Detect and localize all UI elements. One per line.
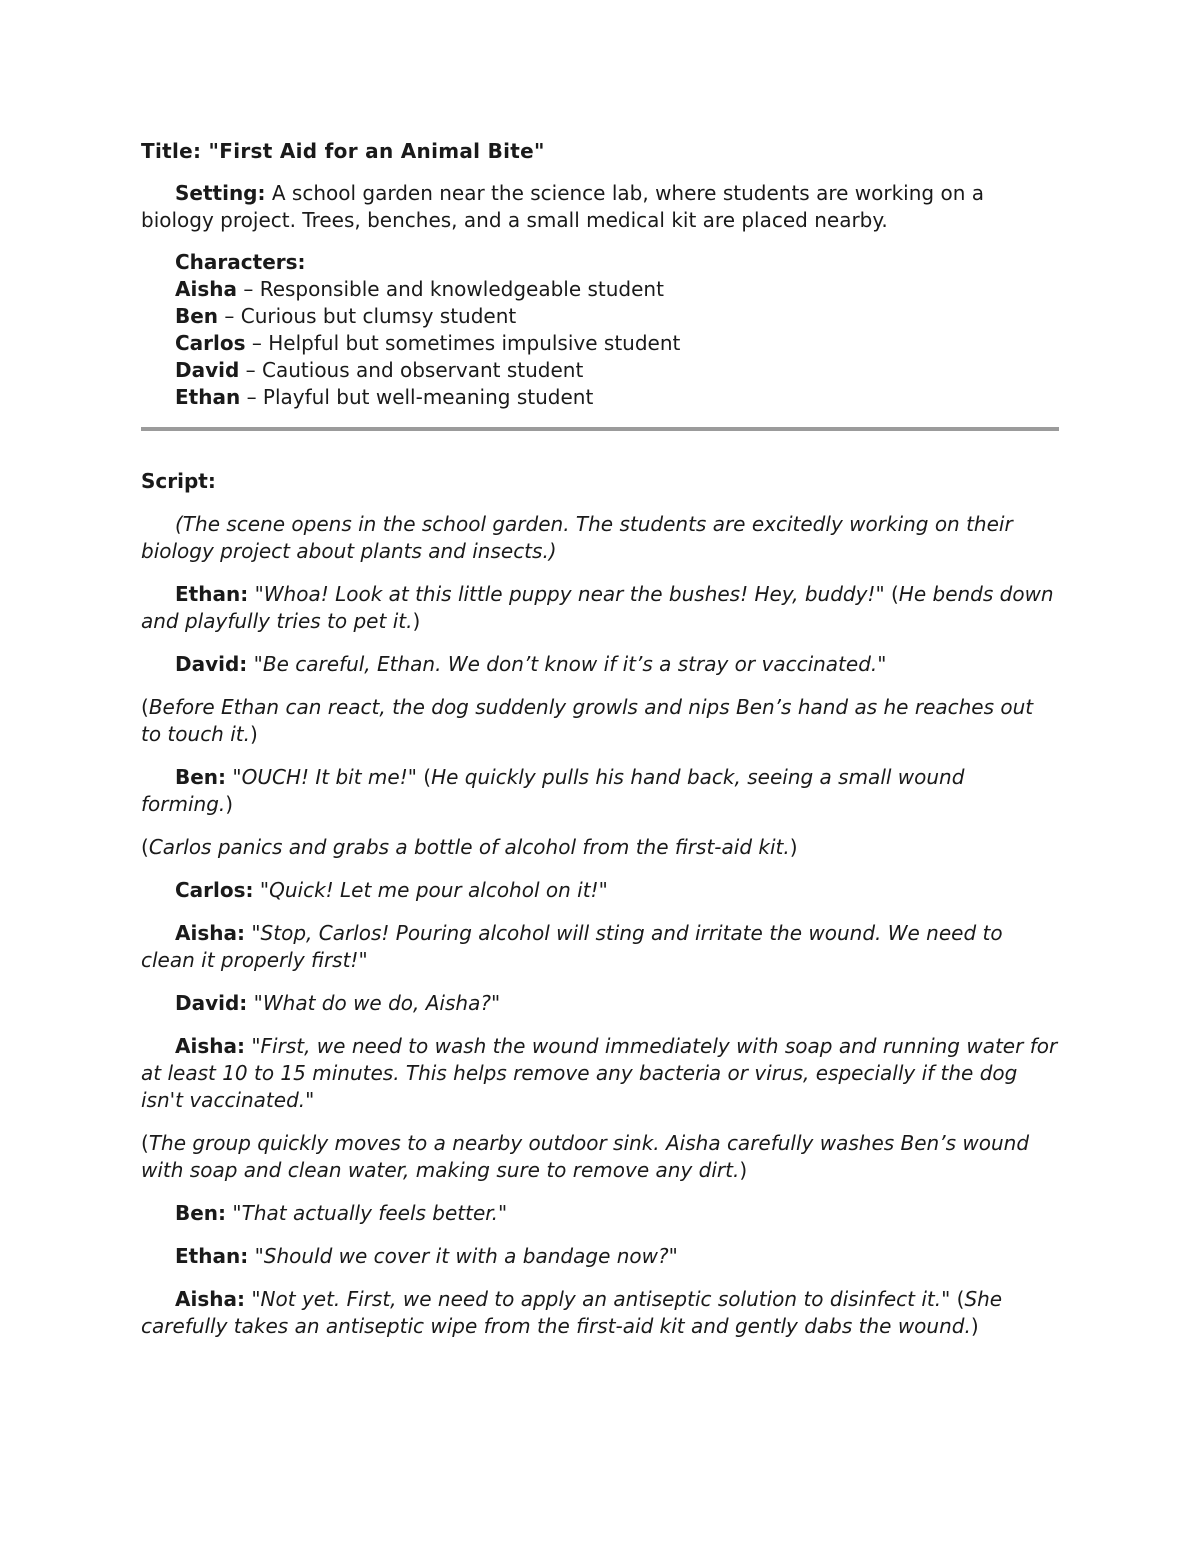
speaker-name: Aisha: xyxy=(175,1034,245,1058)
stage-direction-text: Before Ethan can react, the dog suddenly growls and nips Ben’s hand as he reaches out to touch it. xyxy=(141,695,1034,746)
character-desc: – Cautious and observant student xyxy=(245,358,584,382)
stage-direction: (The group quickly moves to a nearby outdoor sink. Aisha carefully washes Ben’s wound with soap and clean water, making sure to remove any dirt.) xyxy=(141,1131,1030,1182)
stage-direction: (Before Ethan can react, the dog suddenly growls and nips Ben’s hand as he reaches out to touch it.) xyxy=(141,695,1034,746)
dialogue-line: David: "What do we do, Aisha?" xyxy=(175,991,501,1015)
character-desc: – Responsible and knowledgeable student xyxy=(243,277,664,301)
speaker-name: Aisha: xyxy=(175,1287,245,1311)
dialogue-text: Be careful, Ethan. We don’t know if it’s a stray or vaccinated. xyxy=(262,652,878,676)
character-row xyxy=(175,303,1059,330)
character-name: Aisha xyxy=(175,277,237,301)
action-text: He bends down and playfully tries to pet it. xyxy=(141,582,1054,633)
speaker-name: Ethan: xyxy=(175,582,249,606)
dialogue-line: Carlos: "Quick! Let me pour alcohol on it!" xyxy=(175,878,608,902)
setting-text: A school garden near the science lab, where students are working on a biology project. Trees, benches, and a small medical kit are placed nearby. xyxy=(141,181,984,232)
character-name: David xyxy=(175,358,240,382)
dialogue-line: Aisha: "First, we need to wash the wound immediately with soap and running water for at least 10 to 15 minutes. This helps remove any bacteria or virus, especially if the dog isn't vaccinated." xyxy=(141,1034,1058,1112)
dialogue-line: Ben: "That actually feels better." xyxy=(175,1201,508,1225)
document-page xyxy=(141,138,1059,1356)
character-row xyxy=(175,384,1059,411)
character-desc: – Curious but clumsy student xyxy=(224,304,517,328)
dialogue-line: Aisha: "Stop, Carlos! Pouring alcohol will sting and irritate the wound. We need to clean it properly first!" xyxy=(141,921,1003,972)
stage-direction xyxy=(141,511,1059,565)
dialogue-text: Quick! Let me pour alcohol on it! xyxy=(269,878,599,902)
characters-heading: Characters: xyxy=(175,250,306,274)
setting-paragraph xyxy=(141,180,1059,234)
speaker-name: David: xyxy=(175,652,248,676)
dialogue-line: Ethan: "Whoa! Look at this little puppy near the bushes! Hey, buddy!" (He bends down and playfully tries to pet it.) xyxy=(141,582,1054,633)
dialogue-text: Not yet. First, we need to apply an antiseptic solution to disinfect it. xyxy=(260,1287,942,1311)
character-desc: – Helpful but sometimes impulsive student xyxy=(251,331,681,355)
character-name: Ben xyxy=(175,304,219,328)
character-desc: – Playful but well-meaning student xyxy=(246,385,594,409)
dialogue-text: First, we need to wash the wound immediately with soap and running water for at least 10 to 15 minutes. This helps remove any bacteria or virus, especially if the dog isn't vaccinated. xyxy=(141,1034,1058,1112)
script-heading: Script: xyxy=(141,469,216,493)
character-row xyxy=(175,357,1059,384)
dialogue-text: Stop, Carlos! Pouring alcohol will sting and irritate the wound. We need to clean it properly first! xyxy=(141,921,1003,972)
dialogue-line: Ethan: "Should we cover it with a bandage now?" xyxy=(175,1244,678,1268)
speaker-name: Aisha: xyxy=(175,921,245,945)
speaker-name: Ben: xyxy=(175,765,227,789)
stage-direction-text: Carlos panics and grabs a bottle of alcohol from the first-aid kit. xyxy=(148,835,790,859)
speaker-name: David: xyxy=(175,991,248,1015)
action-text: He quickly pulls his hand back, seeing a small wound forming. xyxy=(141,765,965,816)
dialogue-text: OUCH! It bit me! xyxy=(241,765,408,789)
dialogue-text: What do we do, Aisha? xyxy=(262,991,491,1015)
stage-direction-text: (The scene opens in the school garden. The students are excitedly working on their biology project about plants and insects.) xyxy=(141,512,1013,563)
dialogue-line: Aisha: "Not yet. First, we need to apply an antiseptic solution to disinfect it." (She carefully takes an antiseptic wipe from the first-aid kit and gently dabs the wound.) xyxy=(141,1287,1003,1338)
character-name: Carlos xyxy=(175,331,246,355)
dialogue-line: Ben: "OUCH! It bit me!" (He quickly pulls his hand back, seeing a small wound forming.) xyxy=(141,765,965,816)
horizontal-divider xyxy=(141,427,1059,431)
character-row xyxy=(175,330,1059,357)
speaker-name: Ben: xyxy=(175,1201,227,1225)
dialogue-text: Should we cover it with a bandage now? xyxy=(263,1244,669,1268)
speaker-name: Carlos: xyxy=(175,878,254,902)
action-text: She carefully takes an antiseptic wipe from the first-aid kit and gently dabs the wound. xyxy=(141,1287,1003,1338)
characters-list xyxy=(141,249,1059,411)
document-title: Title: "First Aid for an Animal Bite" xyxy=(141,139,545,163)
dialogue-line: David: "Be careful, Ethan. We don’t know if it’s a stray or vaccinated." xyxy=(175,652,887,676)
stage-direction-text: The group quickly moves to a nearby outdoor sink. Aisha carefully washes Ben’s wound with soap and clean water, making sure to remove any dirt. xyxy=(141,1131,1030,1182)
speaker-name: Ethan: xyxy=(175,1244,249,1268)
setting-label: Setting: xyxy=(175,181,266,205)
dialogue-text: Whoa! Look at this little puppy near the bushes! Hey, buddy! xyxy=(263,582,876,606)
character-name: Ethan xyxy=(175,385,241,409)
stage-direction: (Carlos panics and grabs a bottle of alcohol from the first-aid kit.) xyxy=(141,835,798,859)
dialogue-text: That actually feels better. xyxy=(241,1201,499,1225)
character-row xyxy=(175,276,1059,303)
